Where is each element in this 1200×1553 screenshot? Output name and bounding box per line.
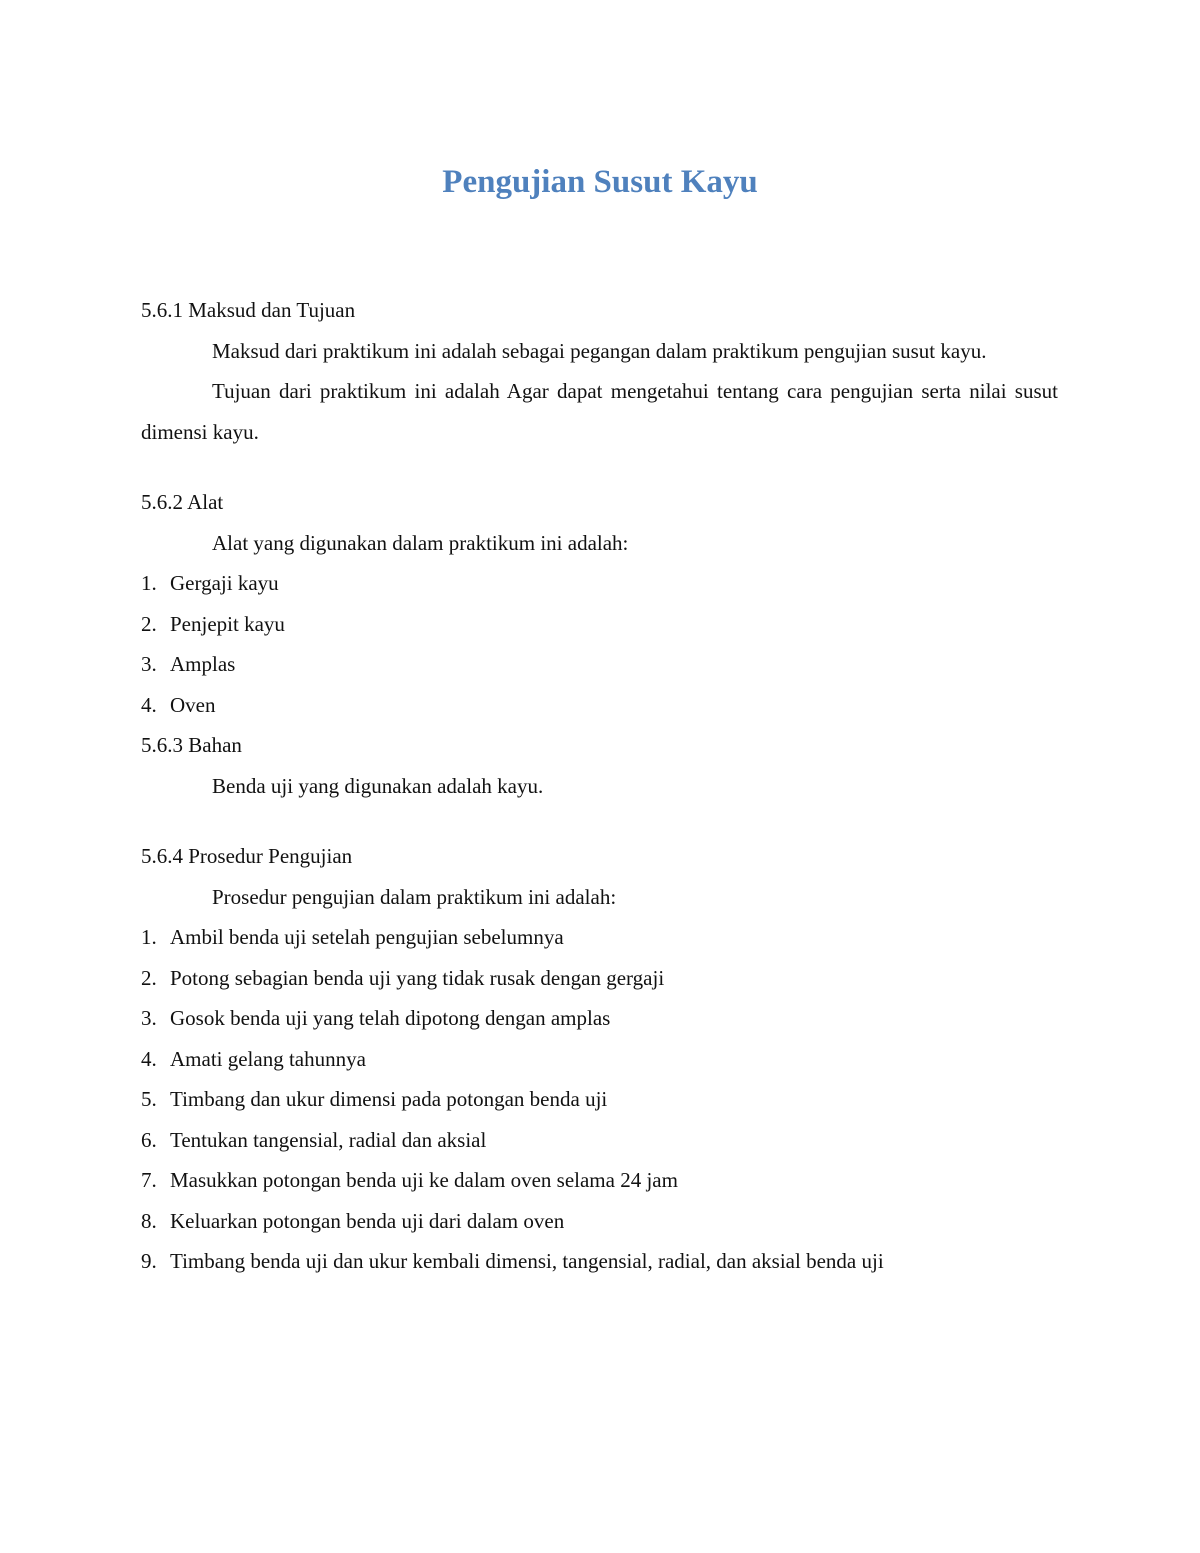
- list-item: [141, 685, 1058, 726]
- list-item-text: Oven: [170, 692, 216, 717]
- list-item-text: Penjepit kayu: [170, 611, 285, 636]
- list-number: 2.: [141, 965, 157, 990]
- paragraph-tujuan: Tujuan dari praktikum ini adalah Agar dapat mengetahui tentang cara pengujian serta nilai susut dimensi kayu.: [141, 379, 1058, 444]
- list-item-text: Timbang dan ukur dimensi pada potongan benda uji: [170, 1087, 608, 1111]
- list-number: 3.: [141, 1006, 157, 1030]
- page-title: Pengujian Susut Kayu: [442, 164, 758, 200]
- list-item-text: Amati gelang tahunnya: [170, 1046, 366, 1071]
- list-item: [141, 998, 1058, 1039]
- list-item: [141, 958, 1058, 999]
- list-item: [141, 604, 1058, 645]
- list-number: 4.: [141, 692, 157, 717]
- list-item: [141, 1120, 1058, 1161]
- section-spacer: [141, 806, 1058, 836]
- list-item-text: Tentukan tangensial, radial dan aksial: [170, 1127, 487, 1152]
- list-number: 1.: [141, 925, 157, 949]
- list-number: 1.: [141, 571, 157, 595]
- list-item: [141, 563, 1058, 604]
- list-number: 4.: [141, 1046, 157, 1071]
- list-item-text: Ambil benda uji setelah pengujian sebelumnya: [170, 925, 564, 949]
- list-item: [141, 1079, 1058, 1120]
- document-body: [141, 290, 1058, 1282]
- section-heading-prosedur: 5.6.4 Prosedur Pengujian: [141, 844, 353, 868]
- section-spacer: [141, 452, 1058, 482]
- list-number: 6.: [141, 1127, 157, 1152]
- section-heading-tujuan: 5.6.1 Maksud dan Tujuan: [141, 298, 356, 322]
- list-item-text: Timbang benda uji dan ukur kembali dimensi, tangensial, radial, dan aksial benda uji: [170, 1249, 884, 1273]
- paragraph-maksud: Maksud dari praktikum ini adalah sebagai pegangan dalam praktikum pengujian susut kayu.: [212, 338, 987, 363]
- list-number: 2.: [141, 611, 157, 636]
- section-heading-alat: 5.6.2 Alat: [141, 490, 224, 514]
- list-item-text: Gosok benda uji yang telah dipotong dengan amplas: [170, 1006, 611, 1030]
- list-item-text: Keluarkan potongan benda uji dari dalam oven: [170, 1208, 565, 1233]
- list-number: 5.: [141, 1087, 157, 1111]
- list-number: 7.: [141, 1168, 157, 1192]
- list-item: [141, 1201, 1058, 1242]
- list-number: 9.: [141, 1249, 157, 1273]
- prosedur-list: [141, 917, 1058, 1282]
- list-item-text: Gergaji kayu: [170, 571, 279, 595]
- paragraph-prosedur-intro: Prosedur pengujian dalam praktikum ini adalah:: [212, 884, 617, 909]
- list-item: [141, 1241, 1058, 1282]
- list-item-text: Masukkan potongan benda uji ke dalam oven selama 24 jam: [170, 1168, 678, 1192]
- list-item: [141, 644, 1058, 685]
- list-item: [141, 917, 1058, 958]
- paragraph-bahan: Benda uji yang digunakan adalah kayu.: [212, 773, 544, 798]
- list-item: [141, 1039, 1058, 1080]
- paragraph-alat-intro: Alat yang digunakan dalam praktikum ini adalah:: [212, 530, 629, 555]
- section-heading-bahan: 5.6.3 Bahan: [141, 733, 242, 757]
- list-number: 8.: [141, 1208, 157, 1233]
- alat-list: [141, 563, 1058, 725]
- list-number: 3.: [141, 652, 157, 676]
- list-item-text: Potong sebagian benda uji yang tidak rusak dengan gergaji: [170, 965, 665, 990]
- list-item-text: Amplas: [170, 652, 236, 676]
- list-item: [141, 1160, 1058, 1201]
